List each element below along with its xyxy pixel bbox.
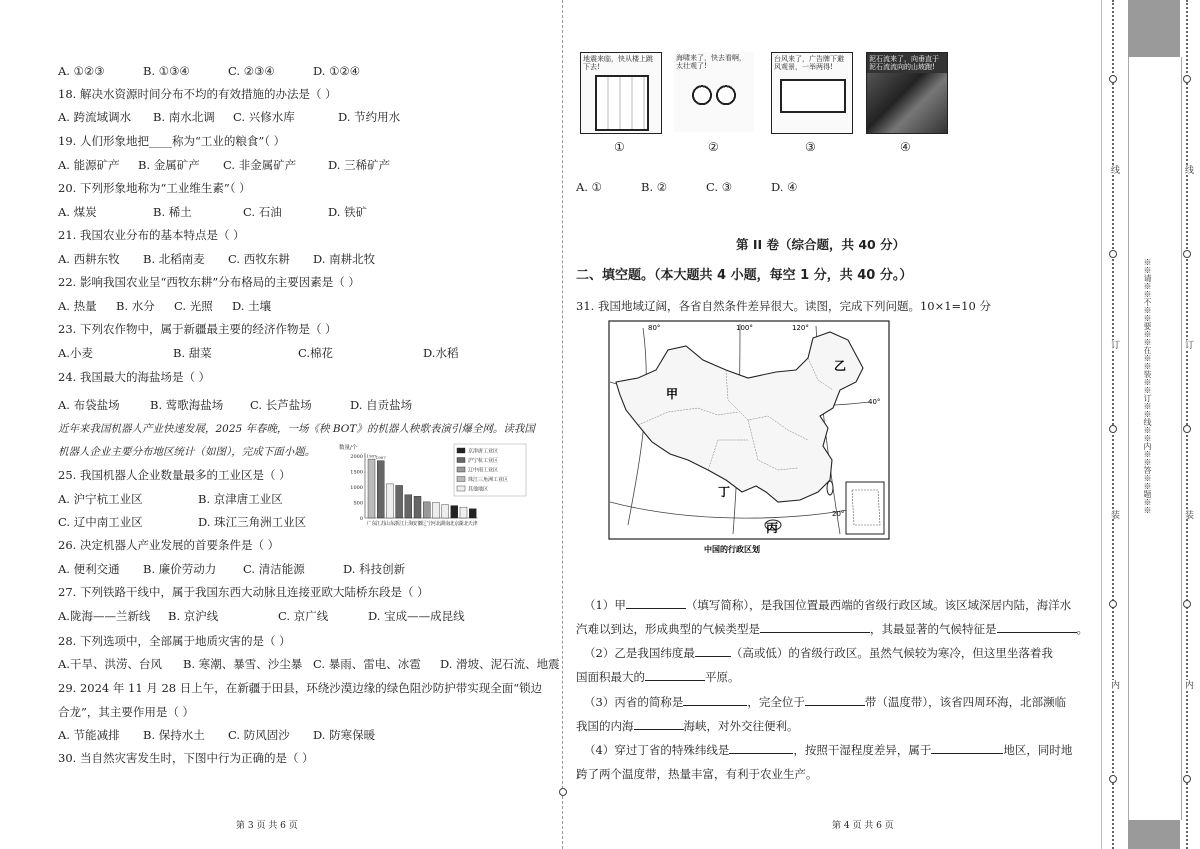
option: A. 沪宁杭工业区 [58,492,143,506]
cartoon-caption: 台风来了，广告牌下避风观景，一举两得! [774,55,844,71]
option: A. 煤炭 [58,205,97,219]
binding-mark: 线 [1183,165,1193,174]
region-label-甲: 甲 [666,387,679,401]
answer-blank[interactable] [626,597,686,609]
cartoon-number: ④ [900,140,911,154]
answer-blank[interactable] [645,669,705,681]
option: A. 热量 [58,299,97,313]
q31-text: 地区，同时地 [1003,743,1073,757]
option: C. 防风固沙 [228,728,290,742]
q31-line [584,694,1066,710]
x-tick-label: 湖南 [440,521,451,527]
option: D. 节约用水 [338,110,401,124]
option: C. 兴修水库 [233,110,295,124]
option: D. 三稀矿产 [328,158,391,172]
bar-湖北 [460,507,467,518]
q31-text: 带（温度带），该省四周环海，北部濒临 [864,695,1067,709]
option: D. ①②④ [313,64,361,78]
option: C. ②③④ [228,64,275,78]
binding-notice: ※※请※※不※※要※※在※※装※※订※※线※※内※※答※※题※※ [1143,258,1152,514]
x-tick-label: 浙江 [394,521,405,527]
question-stem: 28. 下列选项中，全部属于地质灾害的是（ ） [58,634,291,648]
option: A.小麦 [58,346,93,360]
option: B. 保持水土 [143,728,205,742]
legend-entry: 沪宁杭工业区 [468,458,499,464]
q31-text: 海峡，对外交往便利。 [683,719,799,733]
question-options [58,157,413,173]
question-options [58,204,413,220]
x-tick-label: 辽宁 [421,521,432,527]
question-stem: 29. 2024 年 11 月 28 日上午，在新疆于田县，环绕沙漠边缘的绿色阻沙防护带实现全面“锁边 [58,681,543,695]
legend-entry: 珠江三角洲工业区 [468,477,509,483]
option: B. 南水北调 [153,110,215,124]
cartoon-4 [866,52,948,134]
question-options [58,561,428,577]
answer-blank[interactable] [997,621,1077,633]
cartoon-illustration [595,75,649,131]
latitude-label: 20° [832,510,845,518]
q31-line [576,669,740,685]
question-options [58,109,423,125]
cartoon-3 [771,52,853,134]
binding-hole [1109,75,1117,83]
question-stem: 30. 当自然灾害发生时，下图中行为正确的是（ ） [58,751,314,765]
q31-text: ，其最显著的气候特征是 [870,622,997,636]
cartoon-caption: 地震来临，快从楼上跳下去! [583,55,653,71]
y-tick-label: 1000 [350,485,363,491]
cartoon-number: ③ [805,140,816,154]
right-page [566,0,1096,849]
option: A.陇海——兰新线 [58,609,151,623]
option: B. 稀土 [153,205,192,219]
binding-mark: 装 [1109,510,1119,519]
binding-mark: 订 [1183,340,1193,349]
binding-hole [1183,75,1191,83]
cartoon-illustration [867,73,947,133]
binding-sidebar [1098,0,1200,849]
question-stem: 19. 人们形象地把____称为“工业的粮食”（ ） [58,134,286,148]
legend-swatch [457,477,465,482]
y-tick-label: 500 [353,500,363,507]
answer-blank[interactable] [760,621,870,633]
cartoon-caption: 海啸来了，快去看啊，太壮观了! [676,54,746,70]
option: C. ③ [706,180,733,194]
question-stem: 合龙”，其主要作用是（ ） [58,705,195,719]
option: C. 非金属矿产 [223,158,297,172]
q31-text: 我国的内海 [576,719,634,733]
option: C.棉花 [298,346,334,360]
longitude-label: 100° [736,324,753,332]
legend-entry: 京津唐工业区 [468,448,499,455]
option: B. 寒潮、暴雪、沙尘暴 [183,657,303,671]
question-options [58,345,508,361]
option: D. ④ [771,180,798,194]
question-options [58,397,435,413]
question-stem: 20. 下列形象地称为“工业维生素”（ ） [58,181,251,195]
cartoon-caption: 泥石流来了，向垂直于泥石流流向的山坡跑! [869,55,939,71]
bar-浙江 [396,485,403,518]
legend-entry: 其他地区 [468,486,489,493]
chart-ylabel: 数量/个 [339,445,358,451]
binding-mark: 线 [1109,165,1119,174]
option: B. 北稻南麦 [143,252,205,266]
option: B. ①③④ [143,64,190,78]
answer-blank[interactable] [634,718,684,730]
question-stem: 25. 我国机器人企业数量最多的工业区是（ ） [58,468,291,482]
q31-text: （高或低）的省级行政区。虽然气候较为寒冷，但这里坐落着我 [730,646,1053,660]
y-tick-label: 1500 [350,469,363,476]
region-label-丁: 丁 [718,485,731,499]
part2-header: 二、填空题。（本大题共 4 小题，每空 1 分，共 40 分。） [576,268,913,283]
x-tick-label: 北京 [449,521,460,527]
bar-辽宁 [423,502,430,518]
bar-湖南 [442,505,449,518]
q31-text: 平原。 [705,670,740,684]
q31-line [584,645,1053,661]
footer-right: 第 4 页 共 6 页 [832,821,894,831]
q30-options [576,179,836,195]
question-stem: 26. 决定机器人产业发展的首要条件是（ ） [58,538,280,552]
question-options [58,491,318,507]
china-map [608,320,890,556]
option: B. 廉价劳动力 [143,562,217,576]
x-tick-label: 上海 [403,521,414,527]
passage-text: 机器人企业主要分布地区统计（如图），完成下面小题。 [58,446,316,458]
option: B. 甜菜 [173,346,212,360]
option: D. 滑坡、泥石流、地震 [440,657,560,671]
question-options [58,656,560,672]
option: D. 土壤 [232,299,272,313]
q31-text: （4）穿过丁省的特殊纬线是 [584,743,730,757]
option: D. 铁矿 [328,205,368,219]
question-options [58,63,398,79]
data-label: 1907 [375,455,386,461]
option: C. 辽中南工业区 [58,515,143,529]
binding-hole [1183,250,1191,258]
option: A. ① [576,180,602,194]
option: A.干旱、洪涝、台风 [58,657,162,671]
bar-江苏 [377,461,384,518]
binding-hole [1183,425,1191,433]
y-tick-label: 0 [359,516,363,522]
bar-上海 [405,495,412,518]
question-stem: 24. 我国最大的海盐场是（ ） [58,370,211,384]
q31-text: （3）丙省的简称是 [584,695,684,709]
cartoon-number: ② [708,140,719,154]
binding-mark: 内 [1109,680,1119,689]
region-label-丙: 丙 [766,521,779,535]
option: B. ② [641,180,668,194]
option: A. 节能减排 [58,728,120,742]
legend-swatch [457,458,465,463]
bar-广东 [368,459,375,518]
binding-mark: 内 [1183,680,1193,689]
option: B. 莺歌海盐场 [150,398,224,412]
question-stem: 21. 我国农业分布的基本特点是（ ） [58,228,245,242]
option: B. 京津唐工业区 [198,492,283,506]
legend-entry: 辽中南工业区 [468,467,499,474]
q31-text: 。 [1076,622,1088,636]
option: B. 水分 [116,299,155,313]
option: C. 京广线 [278,609,329,623]
cartoon-illustration [780,79,846,113]
answer-blank[interactable] [729,742,793,754]
longitude-label: 80° [648,324,661,332]
answer-blank[interactable] [683,694,747,706]
q31-text: ，按照干湿程度差异，属于 [793,743,932,757]
page-divider [562,0,563,849]
q31-text: ，完全位于 [747,695,805,709]
q31-text: 国面积最大的 [576,670,645,684]
legend-swatch [457,467,465,472]
option: C. 长芦盐场 [250,398,312,412]
q31-text: 跨了两个温度带，热量丰富，有利于农业生产。 [576,767,818,781]
x-tick-label: 安徽 [412,521,423,527]
option: A. ①②③ [58,64,105,78]
option: C. 光照 [174,299,213,313]
binding-hole [1183,775,1191,783]
question-stem: 18. 解决水资源时间分布不均的有效措施的办法是（ ） [58,87,337,101]
q31-stem: 31. 我国地域辽阔，各省自然条件差异很大。读图，完成下列问题。10×1=10 分 [576,299,991,313]
left-page [0,0,560,849]
binding-hole [1109,600,1117,608]
cartoon-number: ① [614,140,625,154]
x-tick-label: 河北 [430,521,441,527]
option: D. 珠江三角洲工业区 [198,515,307,529]
answer-blank[interactable] [931,742,1003,754]
option: C. 清洁能源 [243,562,305,576]
question-stem: 27. 下列铁路干线中，属于我国东西大动脉且连接亚欧大陆桥东段是（ ） [58,585,429,599]
x-tick-label: 江苏 [375,521,386,527]
footer-left: 第 3 页 共 6 页 [236,821,298,831]
q31-line [576,718,799,734]
legend-swatch [457,448,465,453]
bar-北京 [451,506,458,518]
q31-text: 汽难以到达，形成典型的气候类型是 [576,622,760,636]
question-stem: 22. 影响我国农业呈“西牧东耕”分布格局的主要因素是（ ） [58,275,360,289]
bar-河北 [432,503,439,519]
question-options [58,251,398,267]
x-tick-label: 山东 [384,521,395,527]
question-stem: 23. 下列农作物中，属于新疆最主要的经济作物是（ ） [58,322,337,336]
option: A. 布袋盐场 [58,398,120,412]
option: B. 京沪线 [168,609,219,623]
q31-line [576,621,1088,637]
q31-text: （填写简称），是我国位置最西端的省级行政区域。该区域深居内陆，海洋水 [685,598,1072,612]
option: D.水稻 [423,346,459,360]
binding-hole [1183,600,1191,608]
bar-天津 [469,509,476,518]
q31-line [584,742,1072,758]
q31-line [576,766,818,782]
option: A. 跨流域调水 [58,110,132,124]
x-tick-label: 广东 [366,521,377,527]
option: C. 暴雨、雷电、冰雹 [313,657,421,671]
question-options [58,727,398,743]
x-tick-label: 天津 [467,521,478,527]
option: A. 能源矿产 [58,158,120,172]
map-title: 中国的行政区划 [704,545,760,554]
option: B. 金属矿产 [138,158,200,172]
gray-block-top [1128,0,1180,57]
question-options [58,298,290,314]
region-label-乙: 乙 [834,359,847,373]
cartoon-2 [674,52,754,132]
option: D. 自贡盐场 [350,398,413,412]
passage-text: 近年来我国机器人产业快速发展，2025 年春晚，一场《秧 BOT》的机器人秧歌表演引爆全网。读我国 [58,423,535,435]
x-tick-label: 湖北 [458,521,469,527]
option: A. 便利交通 [58,562,120,576]
part2-title: 第 II 卷（综合题，共 40 分） [736,237,906,252]
longitude-label: 120° [792,324,809,332]
binding-mark: 订 [1109,340,1119,349]
y-tick-label: 2000 [350,454,363,460]
binding-hole [1109,775,1117,783]
q31-text: （1）甲 [584,598,626,612]
latitude-label: 40° [868,398,881,406]
question-options [58,608,488,624]
option: C. 石油 [243,205,282,219]
gray-block-bottom [1128,820,1180,849]
question-options [58,514,338,530]
q31-line [584,597,1071,613]
cartoon-1 [580,52,662,134]
legend-swatch [457,486,465,491]
cartoon-illustration [684,82,744,126]
bar-山东 [386,484,393,518]
option: D. 科技创新 [343,562,406,576]
q31-text: （2）乙是我国纬度最 [584,646,695,660]
binding-hole [1109,250,1117,258]
option: D. 南耕北牧 [313,252,376,266]
binding-mark: 装 [1183,510,1193,519]
answer-blank[interactable] [695,645,731,657]
option: C. 西牧东耕 [228,252,290,266]
option: D. 宝成——成昆线 [368,609,465,623]
binding-hole [1109,425,1117,433]
option: A. 西耕东牧 [58,252,120,266]
option: D. 防寒保暖 [313,728,376,742]
answer-blank[interactable] [805,694,865,706]
data-label: 1907 [366,453,377,459]
robot-chart [337,440,537,530]
bar-安徽 [414,496,421,518]
